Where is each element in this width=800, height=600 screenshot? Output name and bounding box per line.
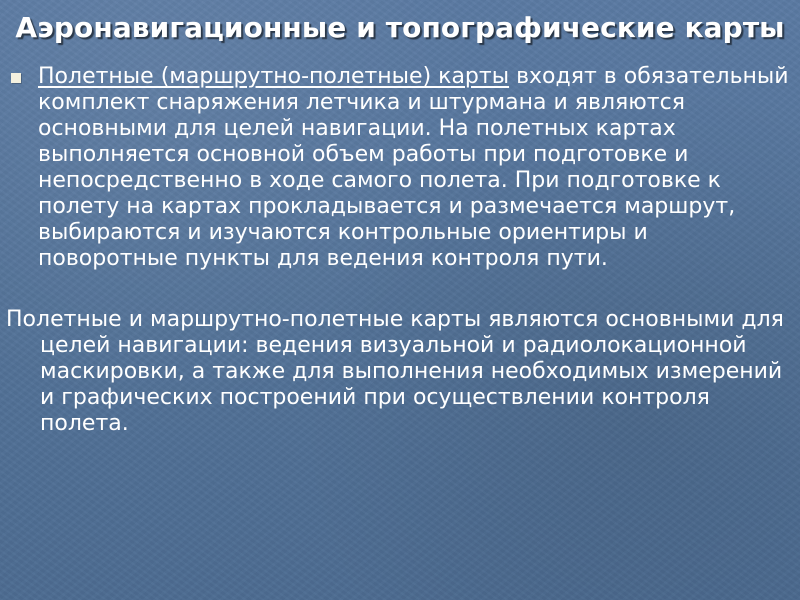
bullet-body-text: входят в обязательный комплект снаряжения летчика и штурмана и являются основными для целей навигации. На полетных картах выполняется основной объем работы при подготовке и непосредственно в ходе самого полета. При подготовке к полету на картах прокладывается и размечается маршрут, выбираются и изучаются контрольные ориентиры и поворотные пункты для ведения контроля пути. [38,64,789,271]
body-paragraph-block [6,307,796,437]
body-paragraph: Полетные и маршрутно-полетные карты являются основными для целей навигации: ведения визуальной и радиолокационной маскировки, а также для выполнения необходимых измерений и графических построений при осуществлении контроля полета. [6,307,784,436]
bullet-lead-text: Полетные (маршрутно-полетные) карты [38,64,510,89]
square-bullet-icon [11,73,21,83]
bullet-item [10,64,792,272]
slide-title: Аэронавигационные и топографические карты [15,11,785,44]
bullet-list [10,64,792,272]
